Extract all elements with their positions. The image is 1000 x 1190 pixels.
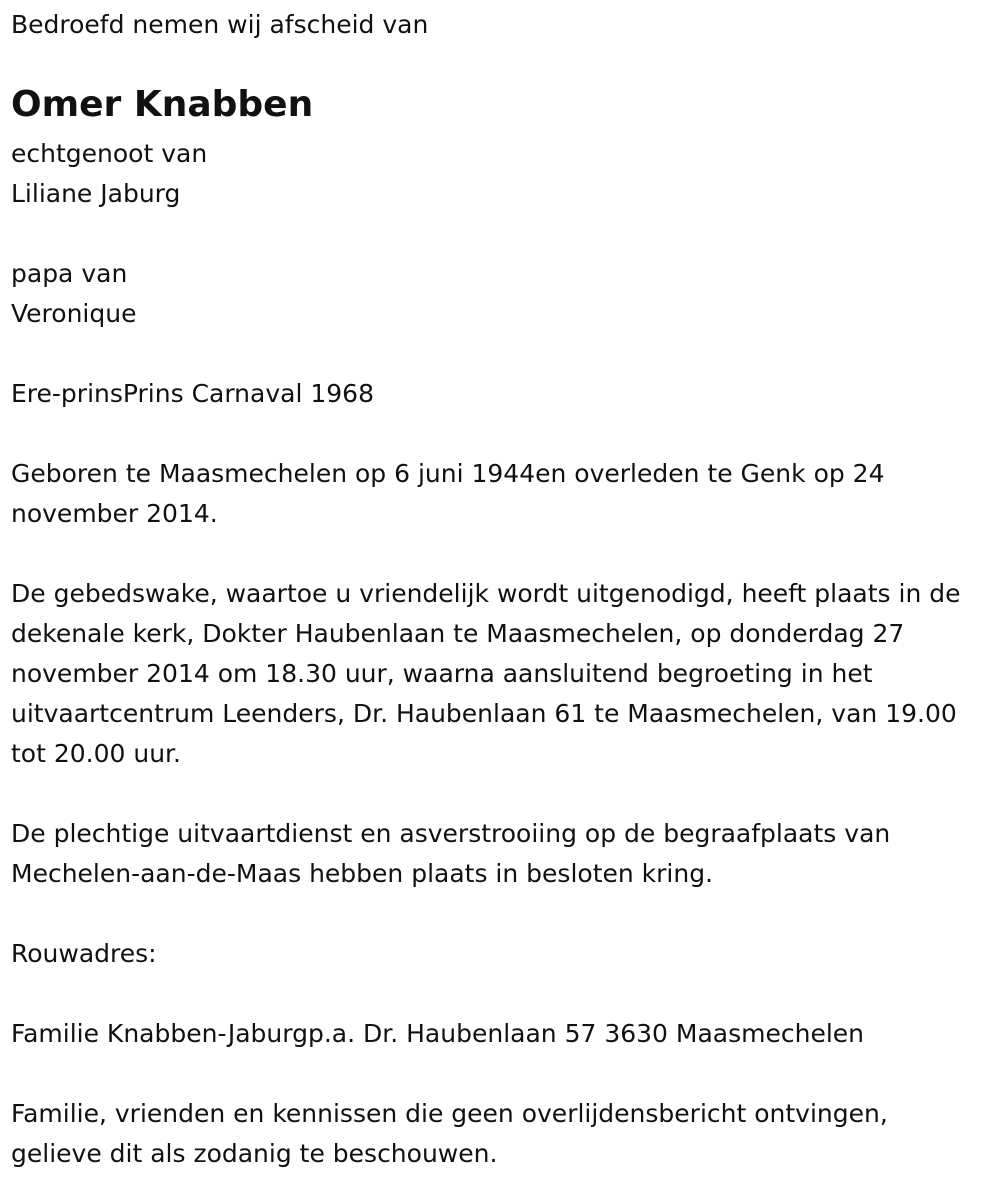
deceased-name: Omer Knabben bbox=[11, 84, 314, 125]
birth-death-paragraph: Geboren te Maasmechelen op 6 juni 1944en overleden te Genk op 24 november 2014. bbox=[11, 459, 885, 528]
child-name: Veronique bbox=[11, 299, 137, 328]
wake-paragraph: De gebedswake, waartoe u vriendelijk wordt uitgenodigd, heeft plaats in de dekenale kerk, Dokter Haubenlaan te Maasmechelen, op donderdag 27 november 2014 om 18.30 uur, waarna aansluitend begroeting in het uitvaartcentrum Leenders, Dr. Haubenlaan 61 te Maasmechelen, van 19.00 tot 20.00 uur. bbox=[11, 579, 961, 768]
address-label: Rouwadres: bbox=[11, 939, 157, 968]
funeral-paragraph: De plechtige uitvaartdienst en asverstrooiing op de begraafplaats van Mechelen-aan-de-Maas hebben plaats in besloten kring. bbox=[11, 819, 891, 888]
honor-title: Ere-prinsPrins Carnaval 1968 bbox=[11, 379, 374, 408]
child-role: papa van bbox=[11, 259, 128, 288]
closing-paragraph: Familie, vrienden en kennissen die geen overlijdensbericht ontvingen, gelieve dit als zodanig te beschouwen. bbox=[11, 1099, 888, 1168]
intro-text: Bedroefd nemen wij afscheid van bbox=[11, 10, 429, 39]
spouse-role: echtgenoot van bbox=[11, 139, 208, 168]
mourning-address: Familie Knabben-Jaburgp.a. Dr. Haubenlaan 57 3630 Maasmechelen bbox=[11, 1019, 865, 1048]
spouse-name: Liliane Jaburg bbox=[11, 179, 181, 208]
